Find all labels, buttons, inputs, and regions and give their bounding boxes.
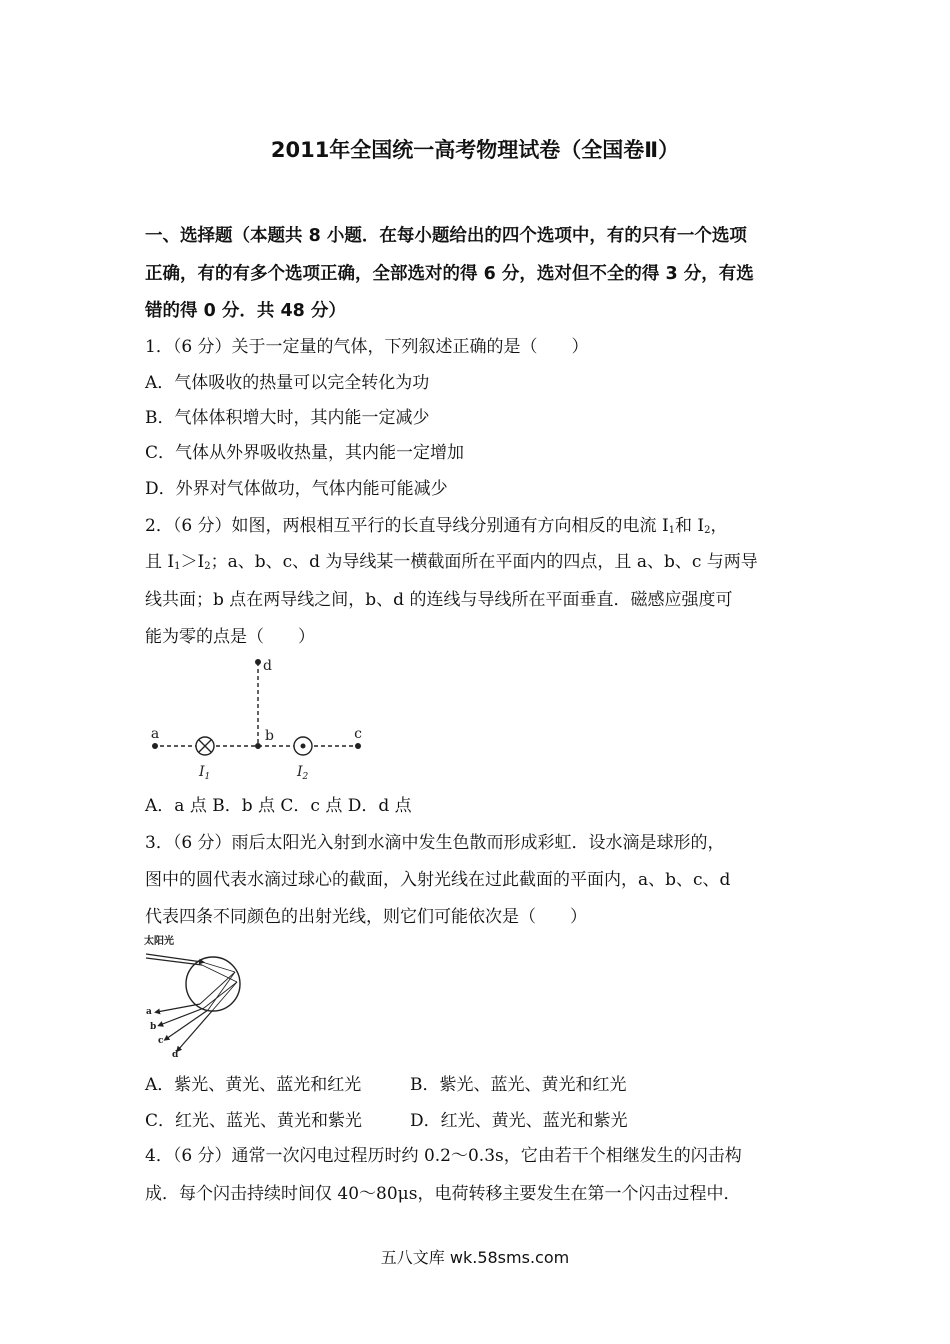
q3-options-row-1 [145, 1070, 815, 1095]
page-title: 2011年全国统一高考物理试卷（全国卷Ⅱ） [270, 138, 680, 162]
q3-option-c: C．红光、蓝光、黄光和紫光 [145, 1111, 363, 1131]
q3-raindrop-figure [140, 932, 250, 1062]
q2-text: ， [710, 516, 728, 536]
i1-sub: 1 [204, 772, 211, 782]
q2-stem-line-4: 能为零的点是（ ） [145, 627, 315, 647]
page-footer: 五八文库 wk.58sms.com [380, 1248, 570, 1267]
ray-label-b: b [150, 1022, 157, 1032]
point-a [152, 743, 158, 749]
label-a: a [150, 726, 160, 742]
ray-label-a: a [146, 1007, 152, 1017]
label-i2 [296, 764, 309, 782]
ray-label-c: c [158, 1036, 164, 1046]
q2-text: ＞I [180, 552, 205, 572]
label-c: c [354, 726, 362, 742]
label-d: d [263, 658, 272, 674]
q3-stem-line-2: 图中的圆代表水滴过球心的截面，入射光线在过此截面的平面内，a、b、c、d [145, 870, 731, 890]
q2-text: 且 I [145, 552, 175, 572]
q3-options-row-2 [145, 1106, 815, 1131]
incoming-ray [146, 954, 202, 962]
incoming-ray [146, 958, 202, 965]
q3-stem-line-3: 代表四条不同颜色的出射光线，则它们可能依次是（ ） [145, 907, 587, 927]
section-heading-line-3: 错的得 0 分．共 48 分） [145, 301, 346, 321]
ray-label-d: d [172, 1050, 179, 1060]
q3-stem-line-1: 3．（6 分）雨后太阳光入射到水滴中发生色散而形成彩虹．设水滴是球形的， [145, 833, 725, 853]
subscript: 2 [204, 561, 211, 572]
point-b [255, 743, 261, 749]
q2-options: A．a 点 B．b 点 C．c 点 D．d 点 [145, 796, 412, 816]
outgoing-ray-d [178, 1011, 212, 1050]
q1-option-c: C．气体从外界吸收热量，其内能一定增加 [145, 443, 465, 463]
sunlight-label: 太阳光 [144, 936, 174, 947]
q4-stem-line-2: 成．每个闪击持续时间仅 40～80μs，电荷转移主要发生在第一个闪击过程中． [145, 1184, 741, 1204]
q2-stem-line-2 [145, 547, 815, 572]
q1-option-a: A．气体吸收的热量可以完全转化为功 [145, 373, 430, 393]
point-d [255, 659, 261, 665]
q2-stem-line-3: 线共面；b 点在两导线之间，b、d 的连线与导线所在平面垂直．磁感应强度可 [145, 590, 733, 610]
q2-stem-line-1 [145, 511, 815, 536]
q2-text: 和 I [675, 516, 705, 536]
section-heading-line-2: 正确，有的有多个选项正确，全部选对的得 6 分，选对但不全的得 3 分，有选 [145, 264, 754, 284]
label-i1 [198, 764, 210, 782]
q3-option-a: A．紫光、黄光、蓝光和红光 [145, 1075, 362, 1095]
outgoing-ray-a [157, 1004, 200, 1012]
q2-text: ；a、b、c、d 为导线某一横截面所在平面内的四点，且 a、b、c 与两导 [210, 552, 758, 572]
section-heading-line-1: 一、选择题（本题共 8 小题．在每小题给出的四个选项中，有的只有一个选项 [145, 226, 747, 246]
i1-letter: I [199, 764, 205, 780]
q3-option-b: B．紫光、蓝光、黄光和红光 [410, 1075, 627, 1095]
i2-letter: I [297, 764, 303, 780]
q3-option-d: D．红光、黄光、蓝光和紫光 [410, 1111, 628, 1131]
i2-sub: 2 [302, 772, 309, 782]
label-b: b [265, 728, 274, 744]
q2-wire-figure [145, 652, 375, 782]
q2-text: 2．（6 分）如图，两根相互平行的长直导线分别通有方向相反的电流 I [145, 516, 669, 536]
point-c [355, 743, 361, 749]
subscript: 2 [704, 525, 711, 536]
wire-2-dot [301, 744, 306, 749]
q1-option-b: B．气体体积增大时，其内能一定减少 [145, 408, 430, 428]
subscript: 1 [174, 561, 181, 572]
q4-stem-line-1: 4．（6 分）通常一次闪电过程历时约 0.2～0.3s，它由若干个相继发生的闪击构 [145, 1146, 742, 1166]
q1-stem: 1．（6 分）关于一定量的气体，下列叙述正确的是（ ） [145, 337, 589, 357]
q1-option-d: D．外界对气体做功，气体内能可能减少 [145, 479, 448, 499]
subscript: 1 [668, 525, 676, 536]
